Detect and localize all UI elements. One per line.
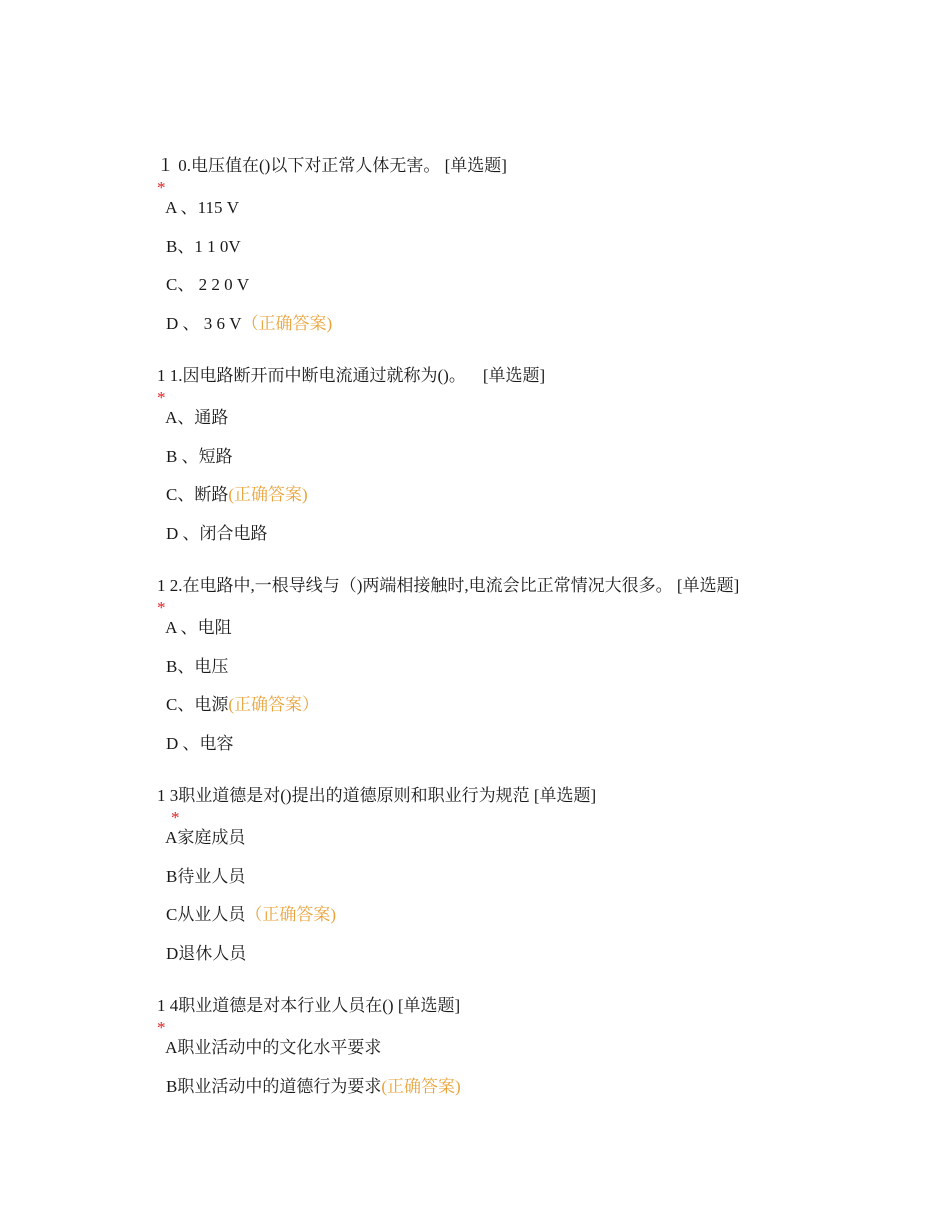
question-text: 1 4职业道德是对本行业人员在() [单选题] — [157, 996, 461, 1015]
question-text: 1 2.在电路中,一根导线与（)两端相接触时,电流会比正常情况大很多。 [单选题] — [157, 576, 740, 595]
option-label: D 、 3 6 V — [166, 314, 242, 333]
option-label: B待业人员 — [166, 867, 246, 886]
option-label: B职业活动中的道德行为要求 — [166, 1077, 382, 1096]
required-mark: * — [157, 388, 166, 407]
required-mark: * — [157, 598, 166, 617]
option-label: A、通路 — [165, 408, 229, 427]
option-label: C、电源 — [166, 695, 229, 714]
correct-answer-tag: (正确答案) — [381, 1077, 461, 1096]
question-text: 1 1.因电路断开而中断电流通过就称为()。 [单选题] — [157, 366, 546, 385]
option-label: A职业活动中的文化水平要求 — [165, 1038, 382, 1057]
required-mark: * — [171, 808, 180, 827]
option-label: D 、电容 — [166, 734, 234, 753]
option-label: A 、115 V — [165, 198, 240, 217]
correct-answer-tag: （正确答案) — [245, 905, 337, 924]
option-label: C从业人员 — [166, 905, 246, 924]
option-label: C、断路 — [166, 485, 229, 504]
question-text: 1 3职业道德是对()提出的道德原则和职业行为规范 [单选题] — [157, 786, 597, 805]
option-label: B、1 1 0V — [166, 237, 241, 256]
correct-answer-tag: (正确答案) — [228, 485, 308, 504]
correct-answer-tag: （正确答案) — [241, 314, 333, 333]
option-label: D 、闭合电路 — [166, 524, 268, 543]
option-label: A家庭成员 — [165, 828, 246, 847]
option-label: A 、电阻 — [165, 618, 232, 637]
option-item — [149, 1054, 461, 1120]
option-label: B 、短路 — [166, 447, 233, 466]
option-label: C、 2 2 0 V — [166, 275, 250, 294]
question-text: １ 0.电压值在()以下对正常人体无害。 [单选题] — [157, 156, 507, 175]
option-label: D退休人员 — [166, 944, 247, 963]
required-mark: * — [157, 1018, 166, 1037]
option-label: B、电压 — [166, 657, 229, 676]
required-mark: * — [157, 178, 166, 197]
correct-answer-tag: (正确答案） — [228, 695, 320, 714]
